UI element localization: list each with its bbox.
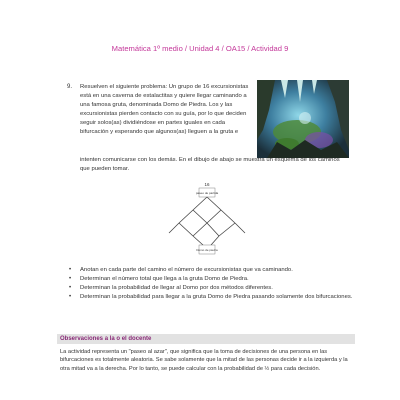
list-item: • Determinan el número total que llega a la gruta Domo de Piedra. <box>66 275 356 284</box>
start-count: 16 <box>204 182 210 187</box>
question-text: Resuelven el siguiente problema: Un grupo de 16 excursionistas está en una caverna de estalactitas y quiere llegar caminando a una famosa gruta, denominada Domo de Piedra. Los y las excursionistas pierden contacto con su guía, por lo que deciden seguir solos(as) dividiéndose en partes iguales en cada bifurcación y esperando que algunos(as) lleguen a la gruta e <box>80 84 249 136</box>
instructions-list <box>66 266 356 302</box>
question-number: 9. <box>67 84 73 90</box>
end-label: Domo de piedra <box>196 248 218 252</box>
observations-title: Observaciones a la o el docente <box>57 334 355 344</box>
start-label: paseo de partida <box>195 191 219 195</box>
list-item: • Anotan en cada parte del camino el número de excursionistas que va caminando. <box>66 266 356 275</box>
page-header: Matemática 1º medio / Unidad 4 / OA15 / Actividad 9 <box>111 44 289 53</box>
list-item: • Determinan la probabilidad para llegar a la gruta Domo de Piedra pasando solamente dos bifurcaciones. <box>66 293 356 302</box>
cave-photo <box>257 80 349 158</box>
observations-text: La actividad representa un "paseo al azar", que significa que la toma de decisiones de una persona en las bifurcaciones es totalmente aleatoria. Se sabe solamente que la mitad de las personas decide ir a la izquierda y la otra mitad va a la derecha. Por lo tanto, se puede calcular con la probabilidad de ½ para cada decisión. <box>60 349 348 372</box>
paths-diagram <box>165 180 250 258</box>
list-item: • Determinan la probabilidad de llegar al Domo por dos métodos diferentes. <box>66 284 356 293</box>
teacher-observations <box>57 334 355 384</box>
question-text-continued: intenten comunicarse con los demás. En el dibujo de abajo se muestra un esquema de los caminos que pueden tomar. <box>80 157 340 173</box>
